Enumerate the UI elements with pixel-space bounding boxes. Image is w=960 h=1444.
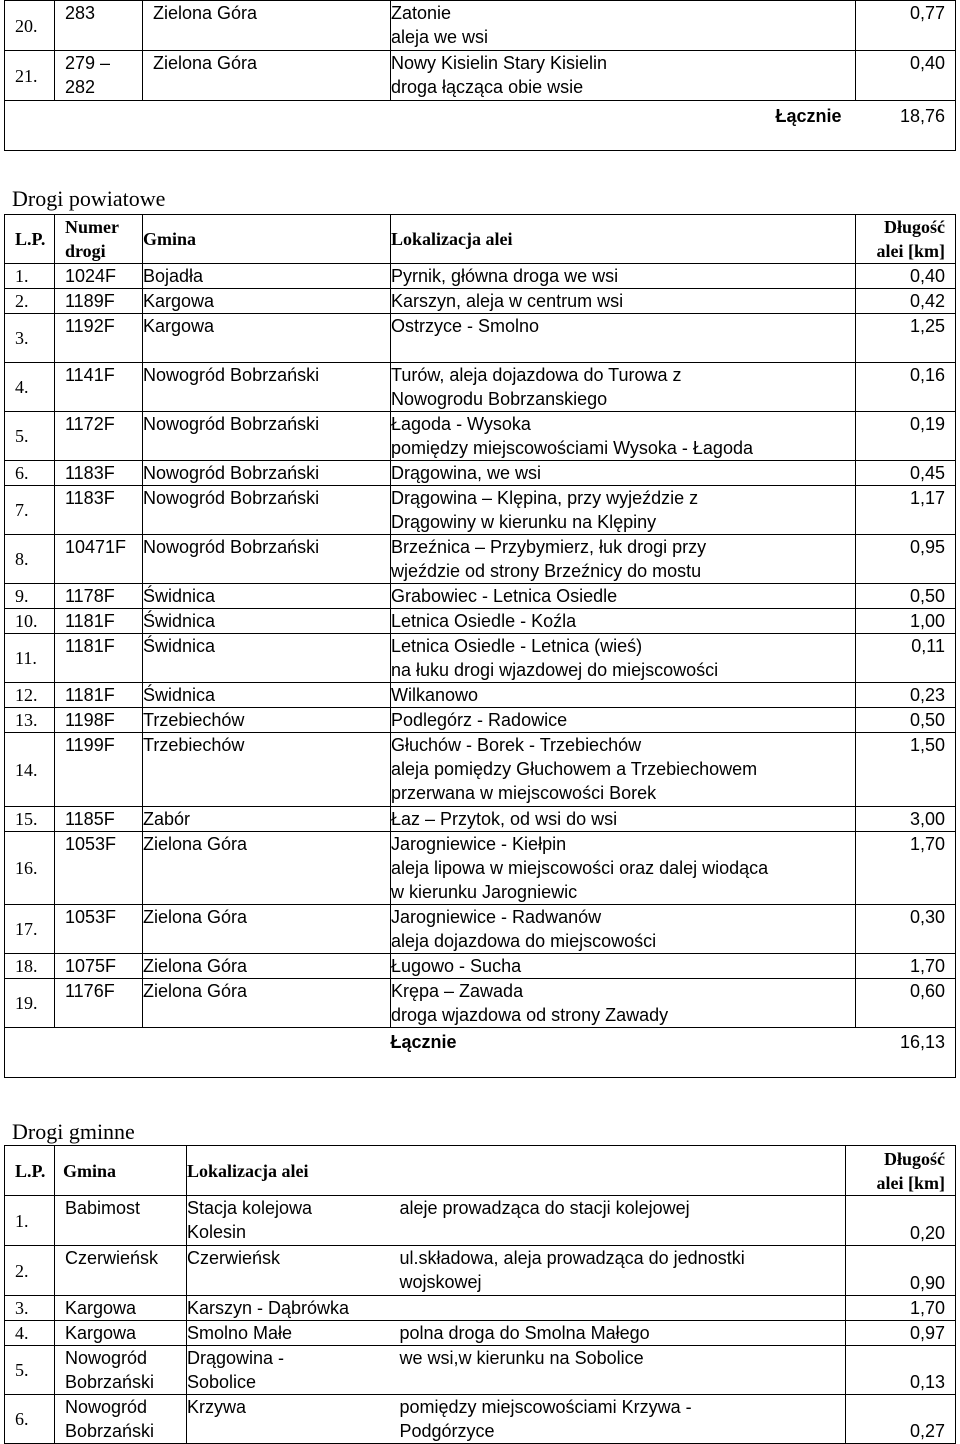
cell-line: Głuchów - Borek - Trzebiechów (391, 735, 642, 755)
cell-line: Zielona Góra (153, 53, 258, 73)
row-gmina: Trzebiechów (143, 733, 391, 807)
row-lp: 5. (5, 1346, 55, 1395)
row-location (391, 584, 856, 609)
table-row (5, 1321, 956, 1346)
cell-line: Nowy Kisielin Stary Kisielin (391, 53, 608, 73)
row-location (391, 412, 856, 461)
cell-line: Kargowa (65, 1323, 137, 1343)
row-description (392, 1321, 846, 1346)
cell-line: wjeździe od strony Brzeźnicy do mostu (391, 561, 702, 581)
cell-line: Drągowina – Klępina, przy wyjeździe z (391, 488, 699, 508)
table-row (5, 461, 956, 486)
cell-line: aleja dojazdowa do miejscowości (391, 931, 657, 951)
row-lp: 9. (5, 584, 55, 609)
cell-line: Podlegórz - Radowice (391, 710, 568, 730)
cell-line: Letnica Osiedle - Koźla (391, 611, 577, 631)
row-gmina: Zielona Góra (143, 979, 391, 1028)
row-lp: 10. (5, 609, 55, 634)
table-row (5, 1346, 956, 1395)
row-road-number: 1183F (55, 486, 143, 535)
row-lp: 12. (5, 683, 55, 708)
cell-line: we wsi,w kierunku na Sobolice (399, 1348, 644, 1368)
row-road-number: 1181F (55, 634, 143, 683)
row-gmina: Nowogród Bobrzański (143, 363, 391, 412)
row-location (187, 1346, 392, 1395)
row-gmina: Trzebiechów (143, 708, 391, 733)
powiatowe-table (4, 214, 956, 1078)
cell-line: 282 (65, 77, 96, 97)
row-length: 0,27 (846, 1395, 956, 1444)
total-label: Łącznie (390, 1032, 457, 1052)
row-road-number: 1181F (55, 683, 143, 708)
row-gmina: Zielona Góra (143, 832, 391, 905)
row-road-number: 1198F (55, 708, 143, 733)
row-length: 1,00 (856, 609, 956, 634)
header-lokalizacja: Lokalizacja alei (391, 215, 856, 264)
row-location (391, 905, 856, 954)
row-lp: 15. (5, 807, 55, 832)
row-lp: 4. (5, 1321, 55, 1346)
cell-line: Drągowina, we wsi (391, 463, 542, 483)
row-road-number (55, 51, 143, 101)
row-road-number (55, 1, 143, 51)
row-road-number: 1141F (55, 363, 143, 412)
cell-line: Jarogniewice - Radwanów (391, 907, 602, 927)
cell-line: Krępa – Zawada (391, 981, 524, 1001)
row-lp: 16. (5, 832, 55, 905)
row-gmina: Zabór (143, 807, 391, 832)
header-dlugosc: Długość alei [km] (856, 215, 956, 264)
table-row (5, 314, 956, 363)
cell-line: Turów, aleja dojazdowa do Turowa z (391, 365, 682, 385)
table-row (5, 708, 956, 733)
row-lp: 1. (5, 264, 55, 289)
row-location (187, 1296, 392, 1321)
row-gmina: Świdnica (143, 683, 391, 708)
row-length: 0,50 (856, 584, 956, 609)
gminne-table (4, 1145, 956, 1444)
row-location (391, 51, 856, 101)
row-description (392, 1346, 846, 1395)
gminne-title: Drogi gminne (12, 1119, 135, 1144)
row-location (391, 708, 856, 733)
row-gmina: Świdnica (143, 634, 391, 683)
row-road-number: 1185F (55, 807, 143, 832)
row-lp: 17. (5, 905, 55, 954)
row-gmina (55, 1196, 187, 1246)
cell-line: Łaz – Przytok, od wsi do wsi (391, 809, 618, 829)
row-lp: 8. (5, 535, 55, 584)
row-gmina (55, 1246, 187, 1296)
cell-line: Kargowa (65, 1298, 137, 1318)
table-row (5, 486, 956, 535)
cell-line: 283 (65, 3, 96, 23)
row-gmina: Nowogród Bobrzański (143, 461, 391, 486)
header-lp: L.P. (5, 215, 55, 264)
row-location (391, 461, 856, 486)
row-gmina: Świdnica (143, 609, 391, 634)
cell-line: Drągowiny w kierunku na Klępiny (391, 512, 657, 532)
table-row (5, 363, 956, 412)
row-length: 3,00 (856, 807, 956, 832)
row-lp: 4. (5, 363, 55, 412)
table-row (5, 289, 956, 314)
row-location (391, 486, 856, 535)
row-road-number: 1183F (55, 461, 143, 486)
cell-line: Zielona Góra (153, 3, 258, 23)
cell-line: Brzeźnica – Przybymierz, łuk drogi przy (391, 537, 707, 557)
cell-line: aleja lipowa w miejscowości oraz dalej wiodąca (391, 858, 769, 878)
row-location (391, 289, 856, 314)
row-description (392, 1296, 846, 1321)
row-gmina: Bojadła (143, 264, 391, 289)
cell-line: Babimost (65, 1198, 141, 1218)
row-location (391, 954, 856, 979)
row-lp: 3. (5, 314, 55, 363)
cell-line: w kierunku Jarogniewic (391, 882, 578, 902)
header-nr: Numer drogi (55, 215, 143, 264)
row-length: 0,11 (856, 634, 956, 683)
row-lp: 2. (5, 1246, 55, 1296)
row-length: 0,95 (856, 535, 956, 584)
gm-header-dlugosc: Długość alei [km] (846, 1146, 956, 1196)
row-road-number: 1192F (55, 314, 143, 363)
row-length: 0,30 (856, 905, 956, 954)
row-description (392, 1395, 846, 1444)
table-row (5, 609, 956, 634)
cell-line (400, 1220, 846, 1244)
cell-line: Grabowiec - Letnica Osiedle (391, 586, 618, 606)
cell-line: Karszyn - Dąbrówka (187, 1298, 350, 1318)
row-gmina (55, 1346, 187, 1395)
row-description (392, 1196, 846, 1246)
gm-header-gmina: Gmina (55, 1146, 187, 1196)
table-row (5, 1296, 956, 1321)
row-description (392, 1246, 846, 1296)
cell-line: Bobrzański (65, 1421, 155, 1441)
cell-line: wojskowej (399, 1272, 482, 1292)
cell-line (391, 338, 855, 362)
row-location (391, 683, 856, 708)
row-road-number: 1189F (55, 289, 143, 314)
row-location (391, 264, 856, 289)
row-location (187, 1395, 392, 1444)
row-gmina: Kargowa (143, 314, 391, 363)
cell-line: Jarogniewice - Kiełpin (391, 834, 567, 854)
row-road-number: 1053F (55, 905, 143, 954)
table-row (5, 412, 956, 461)
row-location (391, 314, 856, 363)
row-length: 0,97 (846, 1321, 956, 1346)
row-road-number: 1176F (55, 979, 143, 1028)
row-gmina: Nowogród Bobrzański (143, 486, 391, 535)
row-road-number: 10471F (55, 535, 143, 584)
row-road-number: 1053F (55, 832, 143, 905)
cell-line: droga łącząca obie wsie (391, 77, 584, 97)
row-gmina (143, 1, 391, 51)
cell-line: Czerwieńsk (187, 1248, 281, 1268)
cell-line: polna droga do Smolna Małego (399, 1323, 650, 1343)
row-length: 1,70 (856, 832, 956, 905)
cell-line: aleja we wsi (391, 27, 489, 47)
row-road-number: 1075F (55, 954, 143, 979)
cell-line: Ostrzyce - Smolno (391, 316, 540, 336)
cell-line: Stacja kolejowa (187, 1198, 313, 1218)
row-lp: 21. (5, 51, 55, 101)
row-road-number: 1172F (55, 412, 143, 461)
gm-header-blank (392, 1146, 846, 1196)
table-row (5, 979, 956, 1028)
table-row (5, 1246, 956, 1296)
table-row (5, 832, 956, 905)
row-length: 0,45 (856, 461, 956, 486)
cell-line: Łagoda - Wysoka (391, 414, 531, 434)
row-length: 0,42 (856, 289, 956, 314)
row-gmina: Kargowa (143, 289, 391, 314)
cell-line: Bobrzański (65, 1372, 155, 1392)
cell-line: Wilkanowo (391, 685, 479, 705)
row-length: 0,40 (856, 264, 956, 289)
row-location (391, 832, 856, 905)
cell-line: Nowogród (65, 1397, 148, 1417)
row-road-number: 1178F (55, 584, 143, 609)
row-lp: 11. (5, 634, 55, 683)
row-length: 0,20 (846, 1196, 956, 1246)
row-road-number: 1024F (55, 264, 143, 289)
row-gmina (55, 1321, 187, 1346)
row-gmina: Zielona Góra (143, 905, 391, 954)
cell-line: Sobolice (187, 1372, 257, 1392)
row-gmina: Nowogród Bobrzański (143, 535, 391, 584)
cell-line: Czerwieńsk (65, 1248, 159, 1268)
cell-line: aleja pomiędzy Głuchowem a Trzebiechowem (391, 759, 758, 779)
row-gmina (55, 1296, 187, 1321)
total-spacer (5, 101, 856, 151)
row-lp: 13. (5, 708, 55, 733)
row-location (391, 634, 856, 683)
row-length: 0,90 (846, 1246, 956, 1296)
row-location (391, 733, 856, 807)
row-length: 0,23 (856, 683, 956, 708)
table-row (5, 1, 956, 51)
total-value: 16,13 (856, 1028, 956, 1078)
row-length: 1,25 (856, 314, 956, 363)
row-length: 1,17 (856, 486, 956, 535)
row-length: 0,77 (856, 1, 956, 51)
total-row (5, 1028, 956, 1078)
cell-line: na łuku drogi wjazdowej do miejscowości (391, 660, 719, 680)
table-row (5, 1395, 956, 1444)
row-lp: 6. (5, 1395, 55, 1444)
cell-line (400, 1296, 846, 1320)
row-location (391, 609, 856, 634)
cell-line: Drągowina - (187, 1348, 285, 1368)
row-road-number: 1199F (55, 733, 143, 807)
row-location (391, 979, 856, 1028)
row-road-number: 1181F (55, 609, 143, 634)
row-location (187, 1196, 392, 1246)
cell-line: ul.składowa, aleja prowadząca do jednostki (399, 1248, 745, 1268)
cell-line: 279 – (65, 53, 111, 73)
header-gmina: Gmina (143, 215, 391, 264)
row-location (391, 807, 856, 832)
cell-line: droga wjazdowa od strony Zawady (391, 1005, 669, 1025)
cell-line: Nowogród (65, 1348, 148, 1368)
row-lp: 1. (5, 1196, 55, 1246)
total-label-cell (391, 1028, 856, 1078)
total-label: Łącznie (775, 106, 842, 126)
cell-line (400, 1370, 846, 1394)
row-location (391, 363, 856, 412)
row-location (187, 1246, 392, 1296)
row-lp: 18. (5, 954, 55, 979)
powiatowe-title: Drogi powiatowe (12, 186, 166, 211)
cell-line: Pyrnik, główna droga we wsi (391, 266, 619, 286)
row-length: 0,13 (846, 1346, 956, 1395)
row-length: 0,50 (856, 708, 956, 733)
cell-line: aleje prowadząca do stacji kolejowej (399, 1198, 690, 1218)
table-row (5, 954, 956, 979)
row-lp: 20. (5, 1, 55, 51)
total-spacer (5, 1028, 391, 1078)
row-gmina (55, 1395, 187, 1444)
table-row (5, 535, 956, 584)
row-length: 0,60 (856, 979, 956, 1028)
row-location (391, 1, 856, 51)
cell-line: Nowogrodu Bobrzanskiego (391, 389, 608, 409)
table-row (5, 264, 956, 289)
row-lp: 7. (5, 486, 55, 535)
row-gmina: Świdnica (143, 584, 391, 609)
row-length: 1,70 (856, 954, 956, 979)
total-row (5, 101, 956, 151)
table-row (5, 683, 956, 708)
table-row (5, 584, 956, 609)
row-location (391, 535, 856, 584)
row-lp: 6. (5, 461, 55, 486)
table-row (5, 807, 956, 832)
row-length: 0,19 (856, 412, 956, 461)
row-length: 1,70 (846, 1296, 956, 1321)
cell-line: pomiędzy miejscowościami Krzywa - (399, 1397, 692, 1417)
cell-line: Karszyn, aleja w centrum wsi (391, 291, 624, 311)
table-row (5, 1196, 956, 1246)
row-lp: 5. (5, 412, 55, 461)
row-location (187, 1321, 392, 1346)
table-row (5, 634, 956, 683)
cell-line: Podgórzyce (399, 1421, 495, 1441)
cell-line: Zatonie (391, 3, 452, 23)
row-length: 0,16 (856, 363, 956, 412)
gm-header-lp: L.P. (5, 1146, 55, 1196)
cell-line: Kolesin (187, 1222, 247, 1242)
gm-header-lokalizacja: Lokalizacja alei (187, 1146, 392, 1196)
top-table (4, 0, 956, 151)
cell-line: przerwana w miejscowości Borek (391, 783, 657, 803)
row-gmina (143, 51, 391, 101)
row-lp: 14. (5, 733, 55, 807)
cell-line: pomiędzy miejscowościami Wysoka - Łagoda (391, 438, 753, 458)
cell-line: Ługowo - Sucha (391, 956, 522, 976)
row-gmina: Zielona Góra (143, 954, 391, 979)
row-lp: 2. (5, 289, 55, 314)
table-row (5, 733, 956, 807)
cell-line: Letnica Osiedle - Letnica (wieś) (391, 636, 643, 656)
row-lp: 19. (5, 979, 55, 1028)
table-row (5, 51, 956, 101)
cell-line: Smolno Małe (187, 1323, 293, 1343)
row-gmina: Nowogród Bobrzański (143, 412, 391, 461)
total-value: 18,76 (856, 101, 956, 151)
row-length: 0,40 (856, 51, 956, 101)
row-lp: 3. (5, 1296, 55, 1321)
cell-line: Krzywa (187, 1397, 247, 1417)
row-length: 1,50 (856, 733, 956, 807)
table-row (5, 905, 956, 954)
